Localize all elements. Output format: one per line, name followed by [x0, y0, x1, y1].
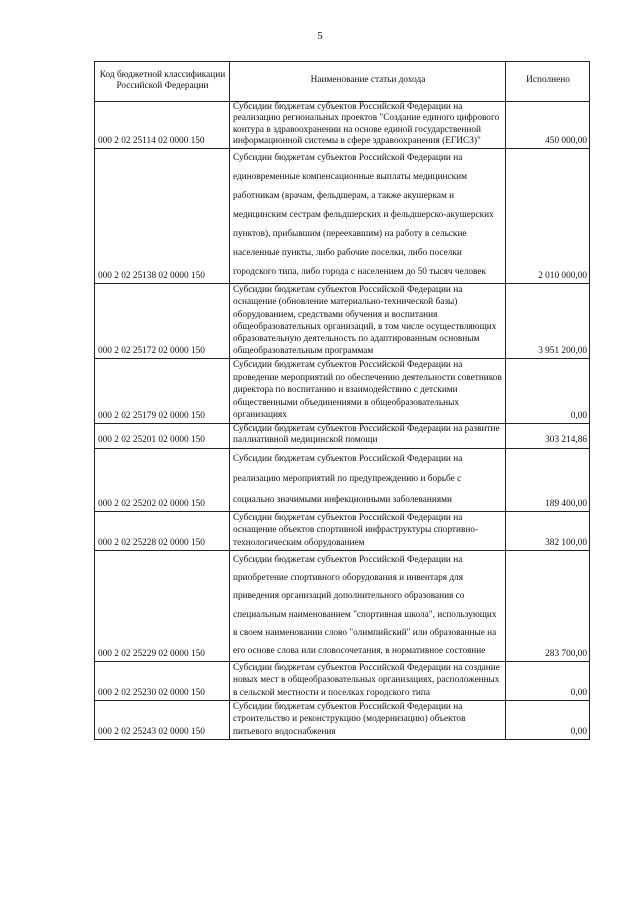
income-item-name: Субсидии бюджетам субъектов Российской Федерации на приобретение спортивного оборудования и инвентаря для приведения организаций дополнительного образования со специальным наименованием "спортивная школа", использующих в своем наименовании слово "олимпийский" или образованные на его основе слова или словосочетания, в нормативное состояние: [230, 550, 506, 661]
executed-amount: 0,00: [506, 701, 590, 740]
table-row: [95, 359, 590, 424]
table-row: [95, 512, 590, 551]
budget-code: 000 2 02 25229 02 0000 150: [95, 550, 230, 661]
executed-amount: 189 400,00: [506, 448, 590, 512]
table-row: [95, 284, 590, 359]
budget-code: 000 2 02 25114 02 0000 150: [95, 102, 230, 149]
budget-code: 000 2 02 25172 02 0000 150: [95, 284, 230, 359]
budget-code: 000 2 02 25230 02 0000 150: [95, 662, 230, 701]
executed-amount: 450 000,00: [506, 102, 590, 149]
executed-amount: 382 100,00: [506, 512, 590, 551]
table-row: [95, 662, 590, 701]
header-code: Код бюджетной классификации Российской Федерации: [95, 62, 230, 102]
table-header-row: [95, 62, 590, 102]
income-item-name: Субсидии бюджетам субъектов Российской Федерации на создание новых мест в общеобразовательных организациях, расположенных в сельской местности и поселках городского типа: [230, 662, 506, 701]
executed-amount: 303 214,86: [506, 423, 590, 448]
executed-amount: 0,00: [506, 662, 590, 701]
executed-amount: 2 010 000,00: [506, 149, 590, 284]
income-item-name: Субсидии бюджетам субъектов Российской Федерации на развитие паллиативной медицинской помощи: [230, 423, 506, 448]
budget-code: 000 2 02 25179 02 0000 150: [95, 359, 230, 424]
budget-code: 000 2 02 25243 02 0000 150: [95, 701, 230, 740]
income-item-name: Субсидии бюджетам субъектов Российской Федерации на реализацию мероприятий по предупреждению и борьбе с социально значимыми инфекционными заболеваниями: [230, 448, 506, 512]
budget-code: 000 2 02 25201 02 0000 150: [95, 423, 230, 448]
income-item-name: Субсидии бюджетам субъектов Российской Федерации на реализацию региональных проектов "Создание единого цифрового контура в здравоохранении на основе единой государственной информационной системы в сфере здравоохранения (ЕГИСЗ)": [230, 102, 506, 149]
budget-code: 000 2 02 25138 02 0000 150: [95, 149, 230, 284]
page-number: 5: [317, 30, 323, 42]
budget-code: 000 2 02 25228 02 0000 150: [95, 512, 230, 551]
table-row: [95, 149, 590, 284]
table-row: [95, 701, 590, 740]
table-row: [95, 550, 590, 661]
income-item-name: Субсидии бюджетам субъектов Российской Федерации на строительство и реконструкцию (модернизацию) объектов питьевого водоснабжения: [230, 701, 506, 740]
header-amount: Исполнено: [506, 62, 590, 102]
table-row: [95, 102, 590, 149]
table-row: [95, 423, 590, 448]
income-item-name: Субсидии бюджетам субъектов Российской Федерации на проведение мероприятий по обеспечению деятельности советников директора по воспитанию и взаимодействию с детскими общественными объединениями в общеобразовательных организациях: [230, 359, 506, 424]
executed-amount: 0,00: [506, 359, 590, 424]
executed-amount: 3 951 200,00: [506, 284, 590, 359]
income-item-name: Субсидии бюджетам субъектов Российской Федерации на оснащение объектов спортивной инфраструктуры спортивно-технологическим оборудованием: [230, 512, 506, 551]
budget-code: 000 2 02 25202 02 0000 150: [95, 448, 230, 512]
income-item-name: Субсидии бюджетам субъектов Российской Федерации на единовременные компенсационные выплаты медицинским работникам (врачам, фельдшерам, а также акушеркам и медицинским сестрам фельдшерских и фельдшерско-акушерских пунктов), прибывшим (переехавшим) на работу в сельские населенные пункты, либо рабочие поселки, либо поселки городского типа, либо города с населением до 50 тысяч человек: [230, 149, 506, 284]
table-row: [95, 448, 590, 512]
executed-amount: 283 700,00: [506, 550, 590, 661]
header-name: Наименование статьи дохода: [230, 62, 506, 102]
income-item-name: Субсидии бюджетам субъектов Российской Федерации на оснащение (обновление материально-технической базы) оборудованием, средствами обучения и воспитания общеобразовательных организаций, в том числе осуществляющих образовательную деятельность по адаптированным основным общеобразовательным программам: [230, 284, 506, 359]
revenue-table: [94, 61, 590, 740]
